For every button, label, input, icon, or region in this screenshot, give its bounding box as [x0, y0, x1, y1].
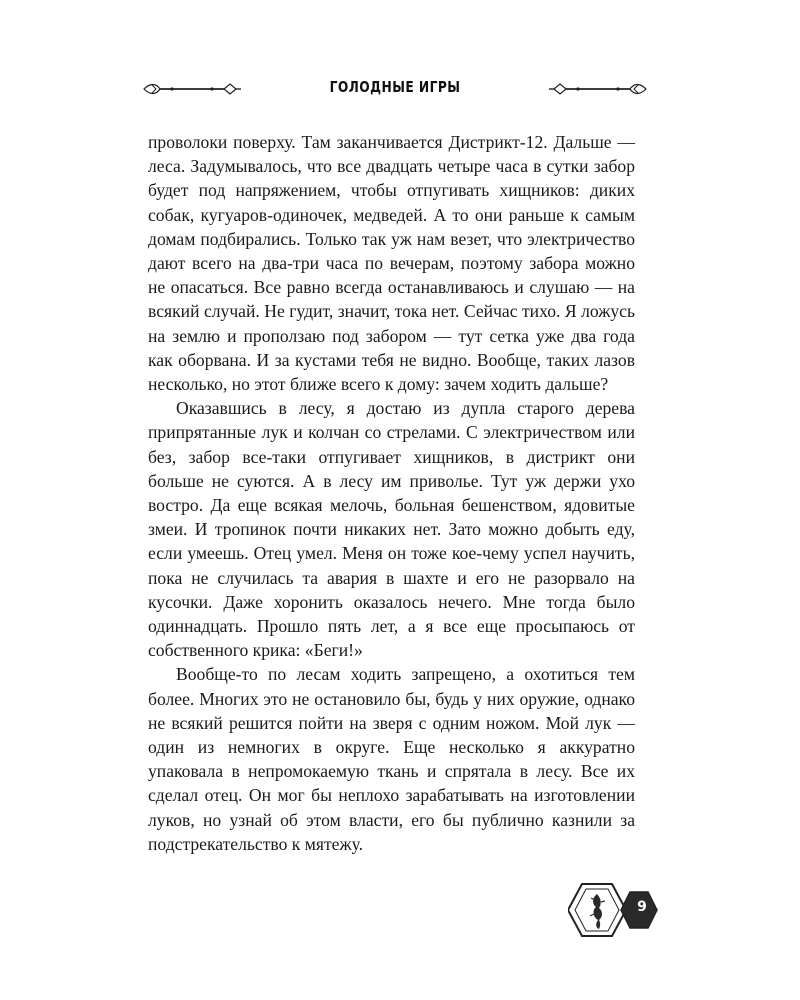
- body-text: [148, 130, 635, 856]
- paragraph: проволоки поверху. Там заканчивается Дистрикт-12. Дальше — леса. Задумывалось, что все двадцать четыре часа в сутки забор будет под напряжением, чтобы отпугивать хищников: диких собак, кугуаров-одиночек, медведей. А то они раньше к самым домам подбирались. Только так уж нам везет, что электричество дают всего на два-три часа по вечерам, поэтому забора можно не опасаться. Все равно всегда останавливаюсь и слушаю — на всякий случай. Не гудит, значит, тока нет. Сейчас тихо. Я ложусь на землю и проползаю под забором — тут сетка уже два года как оборвана. И за кустами тебя не видно. Вообще, таких лазов несколько, но этот ближе всего к дому: зачем ходить дальше?: [148, 132, 635, 395]
- running-header: [140, 74, 650, 104]
- page-number: 9: [637, 899, 647, 915]
- paragraph: Вообще-то по лесам ходить запрещено, а охотиться тем более. Многих это не остановило бы, будь у них оружие, однако не всякий решится пойти на зверя с одним ножом. Мой лук — один из немногих в округе. Еще несколько я аккуратно упаковала в непромокаемую ткань и спрятала в лесу. Все их сделал отец. Он мог бы неплохо зарабатывать на изготовлении луков, но узнай об этом власти, его бы публично казнили за подстрекательство к мятежу.: [148, 664, 635, 854]
- paragraph: Оказавшись в лесу, я достаю из дупла старого дерева припрятанные лук и колчан со стрелами. С электричеством или без, забор все-таки отпугивает хищников, в дистрикт они больше не суются. А в лесу им приволье. Тут уж держи ухо востро. Да еще всякая мелочь, больная бешенством, ядовитые змеи. И тропинок почти никаких нет. Зато можно добыть еду, если умеешь. Отец умел. Меня он тоже кое-чему успел научить, пока не случилась та авария в шахте и его не разорвало на кусочки. Даже хоронить оказалось нечего. Мне тогда было одиннадцать. Прошло пять лет, а я все еще просыпаюсь от собственного крика: «Беги!»: [148, 398, 635, 661]
- page-number-badge: [568, 880, 662, 940]
- running-title: ГОЛОДНЫЕ ИГРЫ: [329, 78, 461, 96]
- ornament-flourish-icon: [548, 82, 648, 96]
